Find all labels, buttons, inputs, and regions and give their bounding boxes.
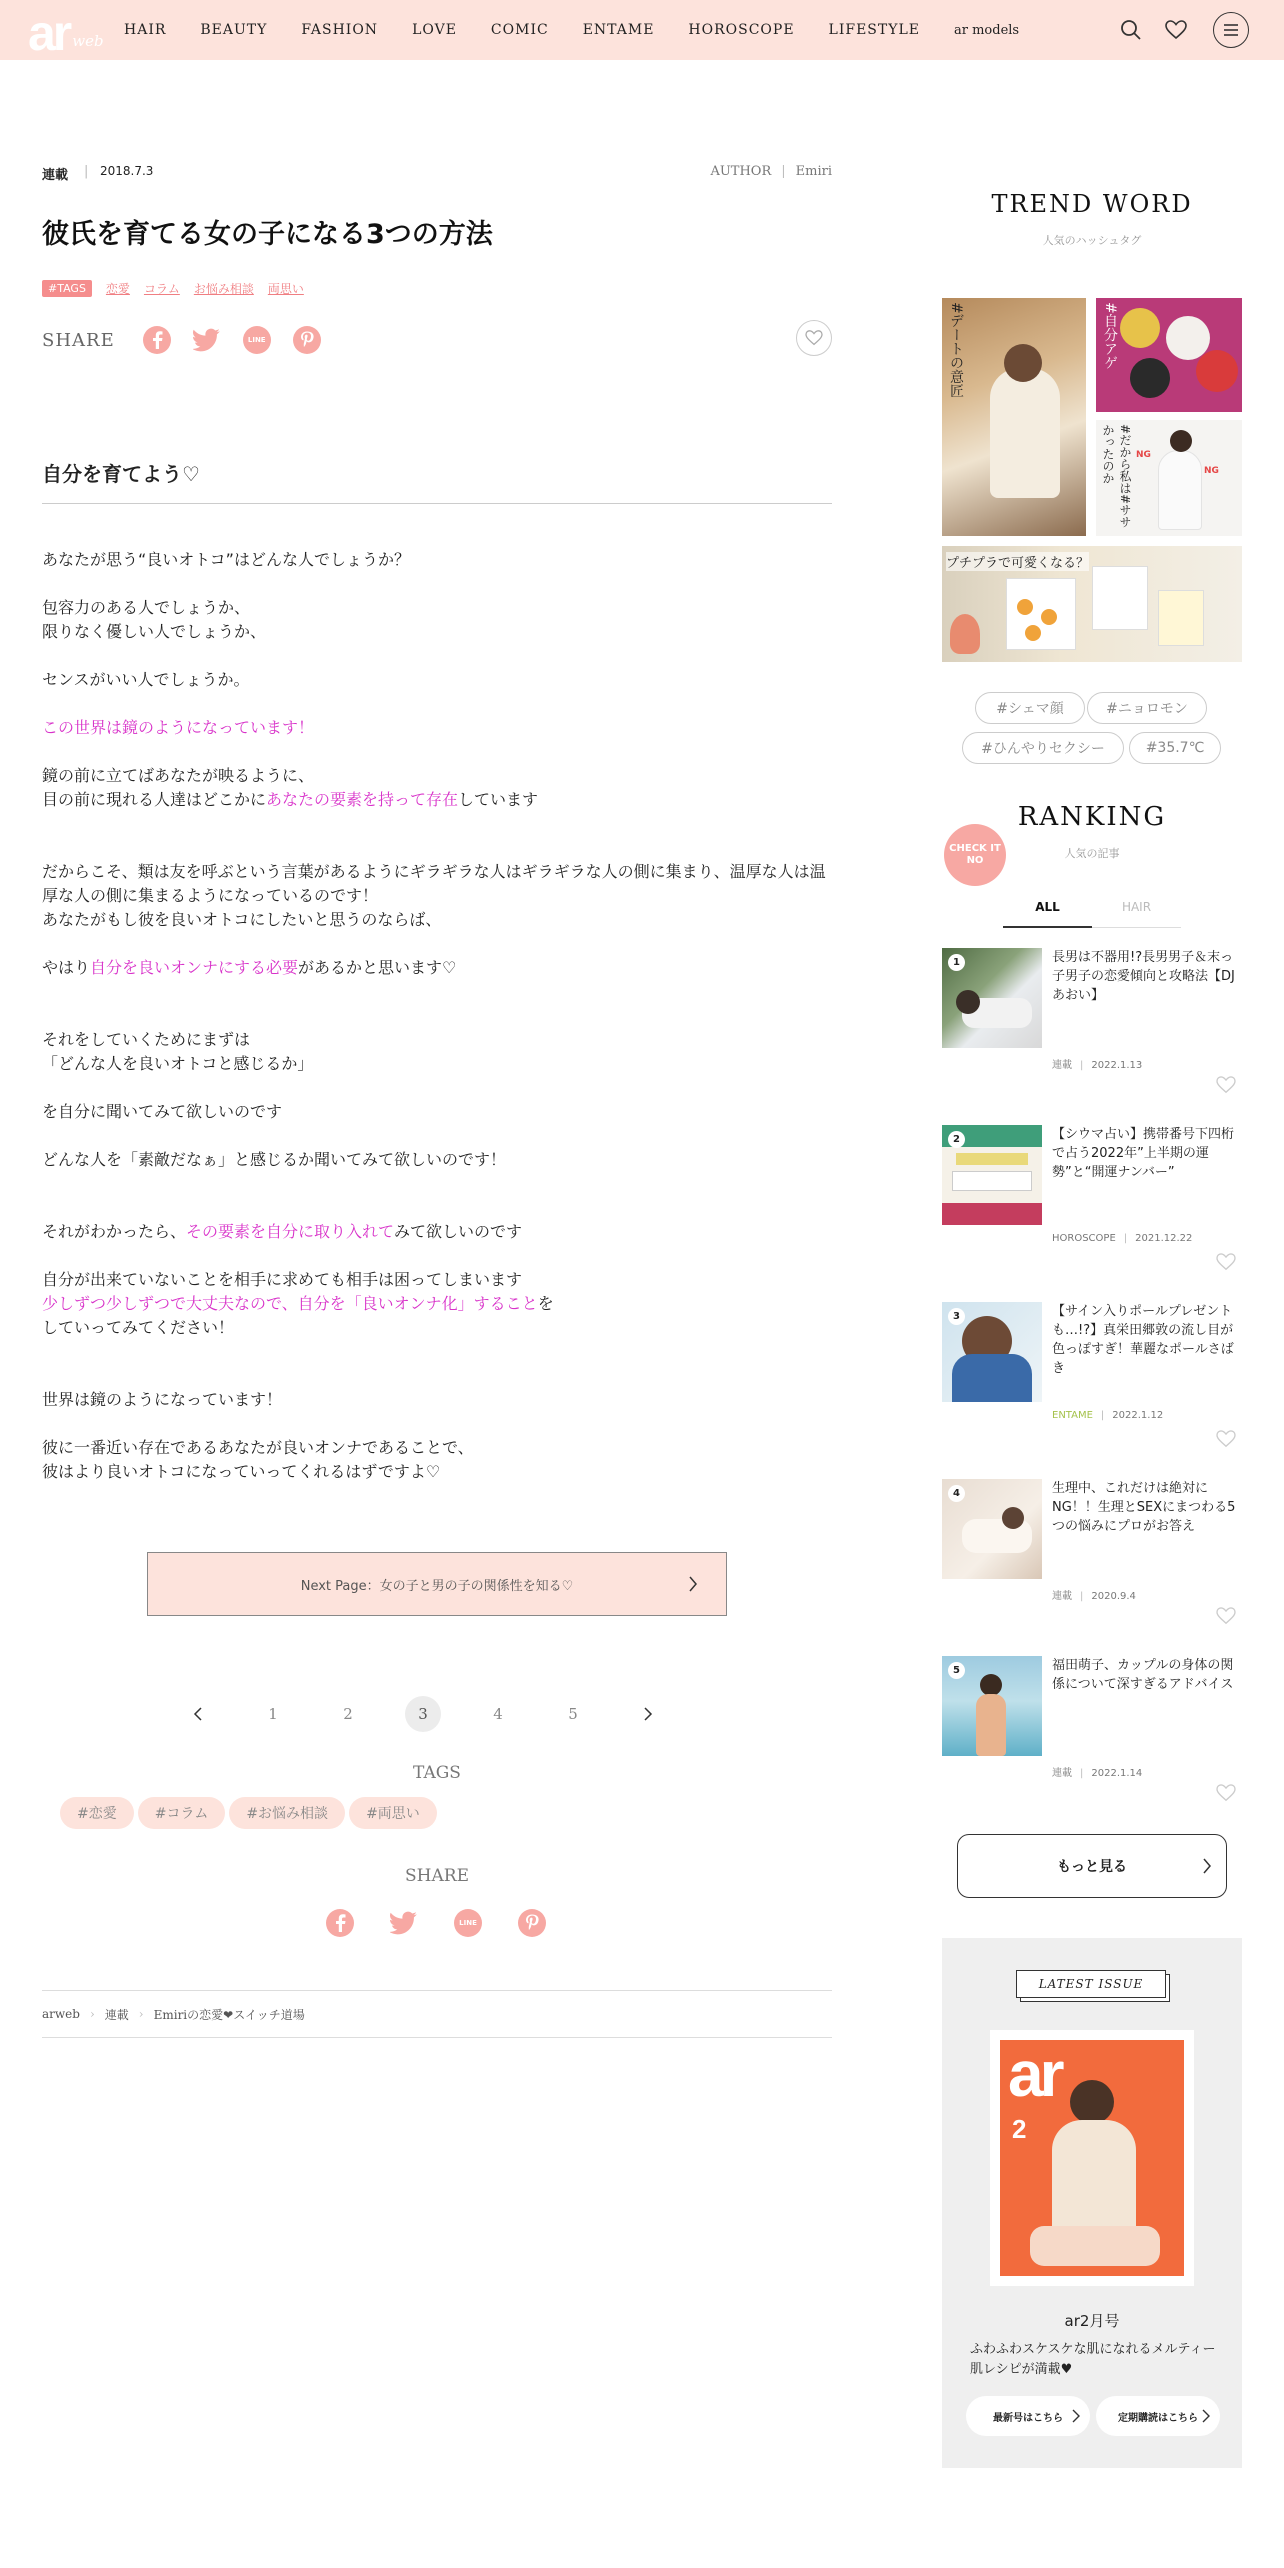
ranking-item-title[interactable]: 福田萌子、カップルの身体の関係について深すぎるアドバイス	[1052, 1658, 1234, 1692]
hashtag-pill[interactable]: #ニョロモン	[1087, 692, 1207, 724]
ranking-date: 2020.9.4	[1091, 1591, 1136, 1602]
magazine-description: ふわふわスケスケな肌になれるメルティー肌レシピが満載♥	[970, 2342, 1216, 2377]
body-highlight: 自分を良いオンナにする必要	[90, 958, 299, 977]
body-paragraph: だからこそ、類は友を呼ぶという言葉があるようにギラギラな人はギラギラな人の側に集まり、温厚な人は温厚な人の側に集まるようになっているのです！	[42, 862, 826, 905]
trend-word-title: TREND WORD	[991, 190, 1193, 218]
cover-month: 2	[1012, 2114, 1027, 2144]
trend-tile-label: #デートの意匠	[948, 302, 964, 398]
body-text-span: 目の前に現れる人達はどこかに	[42, 790, 267, 809]
ranking-item[interactable]	[942, 1656, 1242, 1806]
hashtag-pill[interactable]: #35.7℃	[1129, 732, 1221, 764]
body-paragraph: どんな人を「素敵だなぁ」と感じるか聞いてみて欲しいのです！	[42, 1150, 507, 1169]
article-title: 彼氏を育てる女の子になる3つの方法	[42, 219, 493, 250]
tags-section-title: TAGS	[413, 1763, 461, 1783]
trend-word-subtitle: 人気のハッシュタグ	[1042, 234, 1142, 247]
logo-ar: ar	[28, 5, 70, 61]
body-paragraph: していってみてください！	[42, 1318, 235, 1337]
heart-icon[interactable]	[1216, 1784, 1236, 1806]
heart-icon[interactable]	[1216, 1607, 1236, 1629]
meta-divider: |	[84, 164, 89, 179]
pagination-prev[interactable]	[180, 1696, 216, 1732]
magazine-cover[interactable]	[990, 2030, 1194, 2286]
tag-pill[interactable]: #両思い	[349, 1797, 437, 1829]
main-nav	[124, 0, 1053, 60]
nav-fashion[interactable]: FASHION	[301, 22, 379, 38]
share-icons-bottom	[326, 1909, 582, 1937]
ranking-item-title[interactable]: 【サイン入りポールプレゼントも…!?】真栄田郷敦の流し目が色っぽすぎ！華麗なポールさばき	[1052, 1304, 1234, 1376]
body-highlight: その要素を自分に取り入れて	[186, 1222, 395, 1241]
pagination	[180, 1694, 705, 1734]
breadcrumb-separator: ›	[89, 2007, 95, 2021]
latest-issue-box	[942, 1938, 1242, 2468]
ranking-item-meta: HOROSCOPE | 2021.12.22	[1052, 1233, 1193, 1244]
ranking-thumbnail	[942, 1656, 1042, 1756]
ranking-tabs	[1003, 896, 1181, 928]
ranking-thumbnail	[942, 1302, 1042, 1402]
nav-comic[interactable]: COMIC	[490, 22, 549, 38]
trend-photo-head	[1004, 344, 1042, 382]
breadcrumb	[42, 1990, 832, 2038]
body-paragraph	[42, 1220, 832, 1244]
author-divider: |	[781, 164, 786, 179]
magazine-title: ar2月号	[1064, 2312, 1120, 2330]
body-paragraph: あなたが思う“良いオトコ”はどんな人でしょうか？	[42, 550, 410, 569]
trend-photo-card	[1092, 566, 1148, 630]
body-paragraph: センスがいい人でしょうか。	[42, 670, 250, 689]
site-logo[interactable]	[28, 2, 104, 61]
facebook-icon[interactable]	[326, 1909, 354, 1937]
body-highlight: 少しずつ少しずつで大丈夫なので、自分を「良いオンナ化」すること	[42, 1294, 538, 1313]
ranking-date: 2022.1.13	[1091, 1060, 1143, 1071]
body-paragraph: 鏡の前に立てばあなたが映るように、	[42, 766, 315, 785]
body-paragraph	[42, 788, 832, 812]
ranking-category: 連載	[1052, 1591, 1072, 1602]
share-section-title: SHARE	[405, 1866, 469, 1886]
share-row	[42, 320, 832, 360]
rank-number: 1	[948, 954, 965, 971]
heart-icon[interactable]	[1161, 15, 1191, 45]
body-highlight: この世界は鏡のようになっています！	[42, 718, 315, 737]
ranking-date: 2021.12.22	[1135, 1233, 1193, 1244]
more-button-label: もっと見る	[1057, 1859, 1127, 1875]
pagination-current-page[interactable]: 3	[405, 1696, 441, 1732]
ranking-item-meta: ENTAME | 2022.1.12	[1052, 1410, 1164, 1421]
body-text-span: があるかと思います♡	[298, 958, 457, 977]
body-text-span: それがわかったら、	[42, 1222, 187, 1241]
ranking-item[interactable]	[942, 1125, 1242, 1275]
tag-pill[interactable]: #コラム	[138, 1797, 226, 1829]
ranking-item[interactable]	[942, 948, 1242, 1098]
heart-icon[interactable]	[1216, 1253, 1236, 1275]
ranking-item-title[interactable]: 【シウマ占い】携帯番号下四桁で占う2022年”上半期の運勢”と“開運ナンバー”	[1052, 1127, 1235, 1180]
body-paragraph	[42, 956, 832, 980]
pinterest-icon[interactable]	[518, 1909, 546, 1937]
facebook-icon[interactable]	[143, 326, 171, 354]
body-paragraph: あなたがもし彼を良いオトコにしたいと思うのならば、	[42, 910, 442, 929]
hashtag-pill[interactable]: #ひんやりセクシー	[962, 732, 1124, 764]
tab-all[interactable]: ALL	[1003, 896, 1092, 928]
chevron-right-icon	[688, 1575, 698, 1597]
trend-tile-label: #自分アゲ	[1102, 302, 1118, 370]
body-highlight: あなたの要素を持って存在	[266, 790, 459, 809]
logo-web: web	[72, 32, 104, 50]
site-header	[0, 0, 1284, 60]
share-label: SHARE	[42, 329, 115, 351]
tab-hair[interactable]: HAIR	[1092, 896, 1181, 928]
ranking-item-meta: 連載 | 2020.9.4	[1052, 1591, 1136, 1602]
ranking-category: ENTAME	[1052, 1410, 1093, 1421]
ranking-subtitle: 人気の記事	[1064, 847, 1120, 860]
heart-icon[interactable]	[1216, 1076, 1236, 1098]
body-paragraph: 包容力のある人でしょうか、	[42, 598, 251, 617]
twitter-icon[interactable]	[193, 326, 221, 354]
body-paragraph: を自分に聞いてみて欲しいのです	[42, 1102, 283, 1121]
ranking-item-title[interactable]: 生理中、これだけは絶対にNG！！生理とSEXにまつわる5つの悩みにプロがお答え	[1052, 1481, 1236, 1534]
cover-logo: ar	[1008, 2040, 1061, 2110]
subscribe-button[interactable]	[1096, 2396, 1220, 2436]
hashtag-pill[interactable]: #シェマ顔	[975, 692, 1085, 724]
trend-photo-flower	[950, 614, 980, 654]
trend-tile-label: #だから私は#ササかったのか	[1101, 424, 1132, 529]
rank-number: 2	[948, 1131, 965, 1148]
ranking-date: 2022.1.14	[1091, 1768, 1143, 1779]
body-paragraph: 自分が出来ていないことを相手に求めても相手は困ってしまいます	[42, 1270, 523, 1289]
trend-tile[interactable]	[942, 298, 1086, 536]
trend-photo-donut	[1130, 358, 1170, 398]
nav-ar-models[interactable]: ar models	[954, 22, 1020, 38]
ranking-item[interactable]	[942, 1302, 1242, 1452]
nav-hair[interactable]: HAIR	[124, 22, 167, 38]
pinterest-icon[interactable]	[293, 326, 321, 354]
breadcrumb-item[interactable]: Emiriの恋愛❤スイッチ道場	[153, 2007, 305, 2022]
ranking-item-meta: 連載 | 2022.1.13	[1052, 1060, 1143, 1071]
author-name[interactable]: Emiri	[795, 164, 832, 179]
body-paragraph: 彼に一番近い存在であるあなたが良いオンナであることで、	[42, 1438, 474, 1457]
rank-number: 3	[948, 1308, 965, 1325]
body-paragraph: 彼はより良いオトコになっていってくれるはずですよ♡	[42, 1462, 441, 1481]
heart-icon[interactable]	[1216, 1430, 1236, 1452]
next-page-button[interactable]	[147, 1552, 727, 1616]
chevron-right-icon	[1072, 2409, 1080, 2426]
line-icon[interactable]: LINE	[454, 1909, 482, 1937]
tag-link[interactable]: お悩み相談	[193, 282, 254, 296]
rank-number: 4	[948, 1485, 965, 1502]
pagination-page[interactable]: 1	[268, 1705, 278, 1723]
latest-issue-button[interactable]	[966, 2396, 1090, 2436]
pagination-page[interactable]: 5	[568, 1705, 578, 1723]
subscribe-button-label: 定期購読はこちら	[1118, 2412, 1198, 2424]
ng-mark: NG	[1204, 466, 1219, 476]
trend-photo-card	[1006, 578, 1076, 650]
tag-pill[interactable]: #恋愛	[60, 1797, 134, 1829]
tags-badge: #TAGS	[42, 280, 92, 297]
cover-figure-legs	[1030, 2226, 1160, 2266]
breadcrumb-separator: ›	[138, 2007, 144, 2021]
favorite-button[interactable]	[796, 320, 832, 356]
trend-photo-figure	[990, 368, 1060, 498]
latest-issue-label: LATEST ISSUE	[1016, 1970, 1166, 1998]
ranking-category: 連載	[1052, 1060, 1072, 1071]
pagination-page[interactable]: 4	[493, 1705, 503, 1723]
trend-photo-card	[1158, 590, 1204, 646]
breadcrumb-item[interactable]: 連載	[104, 2007, 129, 2022]
pagination-next[interactable]	[630, 1696, 666, 1732]
chevron-right-icon	[1202, 1857, 1212, 1879]
body-text-span: やはり	[42, 958, 91, 977]
article-author	[710, 164, 832, 179]
trend-tile-label: プチプラで可愛くなる？	[946, 552, 1089, 571]
twitter-icon[interactable]	[390, 1909, 418, 1937]
search-icon[interactable]	[1116, 15, 1146, 45]
body-text-span: を	[537, 1294, 554, 1313]
body-text-span: みて欲しいのです	[394, 1222, 523, 1241]
cover-figure-head	[1070, 2080, 1114, 2124]
nav-love[interactable]: LOVE	[412, 22, 457, 38]
trend-photo-donut	[1196, 350, 1238, 392]
breadcrumb-item[interactable]: arweb	[42, 2007, 80, 2021]
trend-tile[interactable]	[1096, 298, 1242, 412]
article-body	[42, 548, 832, 1484]
check-it-now-badge: CHECK IT NO	[944, 824, 1006, 886]
ranking-date: 2022.1.12	[1112, 1410, 1164, 1421]
ranking-title: RANKING	[1017, 802, 1167, 832]
ranking-thumbnail	[942, 948, 1042, 1048]
tag-link[interactable]: 恋愛	[105, 282, 130, 296]
tag-pill[interactable]: #お悩み相談	[229, 1797, 345, 1829]
trend-photo-figure	[1158, 450, 1202, 530]
tag-link[interactable]: コラム	[143, 282, 180, 296]
ranking-category: HOROSCOPE	[1052, 1233, 1116, 1244]
ng-mark: NG	[1136, 450, 1151, 460]
pagination-page[interactable]: 2	[343, 1705, 353, 1723]
tag-link[interactable]: 両思い	[267, 282, 304, 296]
body-paragraph: 限りなく優しい人でしょうか、	[42, 622, 267, 641]
article-category[interactable]: 連載	[42, 168, 69, 183]
section-heading: 自分を育てよう♡	[42, 458, 832, 504]
trend-photo-head	[1170, 430, 1192, 452]
body-paragraph	[42, 1292, 832, 1316]
article-tags	[42, 280, 318, 297]
nav-beauty[interactable]: BEAUTY	[200, 22, 268, 38]
menu-icon[interactable]	[1213, 12, 1249, 48]
body-paragraph: 世界は鏡のようになっています！	[42, 1390, 283, 1409]
body-paragraph: 「どんな人を良いオトコと感じるか」	[42, 1054, 314, 1073]
article-meta	[42, 164, 832, 184]
cover-figure-body	[1052, 2120, 1136, 2240]
nav-horoscope[interactable]: HOROSCOPE	[688, 22, 795, 38]
tags-pills	[60, 1797, 441, 1829]
ranking-item-title[interactable]: 長男は不器用!?長男男子＆末っ子男子の恋愛傾向と攻略法【DJあおい】	[1052, 950, 1235, 1003]
ranking-thumbnail	[942, 1479, 1042, 1579]
magazine-cover-image	[1000, 2040, 1184, 2276]
more-button[interactable]	[957, 1834, 1227, 1898]
trend-tile[interactable]	[1096, 420, 1242, 536]
trend-photo-donut	[1120, 308, 1160, 348]
ranking-thumbnail	[942, 1125, 1042, 1225]
chevron-right-icon	[1202, 2409, 1210, 2426]
line-icon[interactable]: LINE	[243, 326, 271, 354]
rank-number: 5	[948, 1662, 965, 1679]
body-paragraph: それをしていくためにまずは	[42, 1030, 251, 1049]
ranking-item[interactable]	[942, 1479, 1242, 1629]
nav-lifestyle[interactable]: LIFESTYLE	[828, 22, 920, 38]
latest-issue-button-label: 最新号はこちら	[993, 2412, 1063, 2424]
ranking-item-meta: 連載 | 2022.1.14	[1052, 1768, 1143, 1779]
author-label: AUTHOR	[710, 164, 772, 179]
trend-tile[interactable]	[942, 546, 1242, 662]
next-page-label: Next Page：女の子と男の子の関係性を知る♡	[300, 1578, 574, 1594]
ranking-category: 連載	[1052, 1768, 1072, 1779]
article-date: 2018.7.3	[100, 164, 154, 178]
body-text-span: しています	[458, 790, 539, 809]
nav-entame[interactable]: ENTAME	[582, 22, 655, 38]
